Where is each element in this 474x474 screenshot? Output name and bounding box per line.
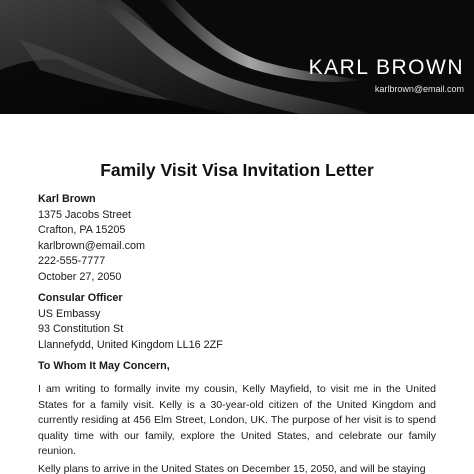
- sender-email: karlbrown@email.com: [38, 239, 145, 252]
- salutation: To Whom It May Concern,: [38, 360, 170, 372]
- sender-name: Karl Brown: [38, 193, 96, 205]
- sender-city: Crafton, PA 15205: [38, 224, 126, 237]
- document-title: Family Visit Visa Invitation Letter: [100, 160, 374, 180]
- sender-phone: 222-555-7777: [38, 255, 106, 268]
- body-paragraph-2: Kelly plans to arrive in the United States on December 15, 2050, and will be staying: [38, 463, 426, 474]
- recipient-title: Consular Officer: [38, 292, 123, 304]
- header-email: karlbrown@email.com: [374, 84, 464, 94]
- header-banner: [0, 0, 474, 114]
- letter-date: October 27, 2050: [38, 270, 122, 283]
- header-name: KARL BROWN: [308, 56, 464, 79]
- body-paragraph-1: I am writing to formally invite my cousin, Kelly Mayfield, to visit me in the United States for a family visit. Kelly is a 30-year-old citizen of the United Kingdom and currently residing at 456 Elm Street, London, UK. The purpose of her visit is to spend quality time with our family, explore the United States, and celebrate our family reunion.: [38, 383, 436, 458]
- recipient-street: 93 Constitution St: [38, 323, 124, 336]
- sender-address-block: [38, 192, 436, 286]
- sender-street: 1375 Jacobs Street: [38, 208, 132, 221]
- recipient-city: Llannefydd, United Kingdom LL16 2ZF: [38, 338, 223, 351]
- recipient-org: US Embassy: [38, 307, 101, 320]
- recipient-address-block: [38, 291, 436, 353]
